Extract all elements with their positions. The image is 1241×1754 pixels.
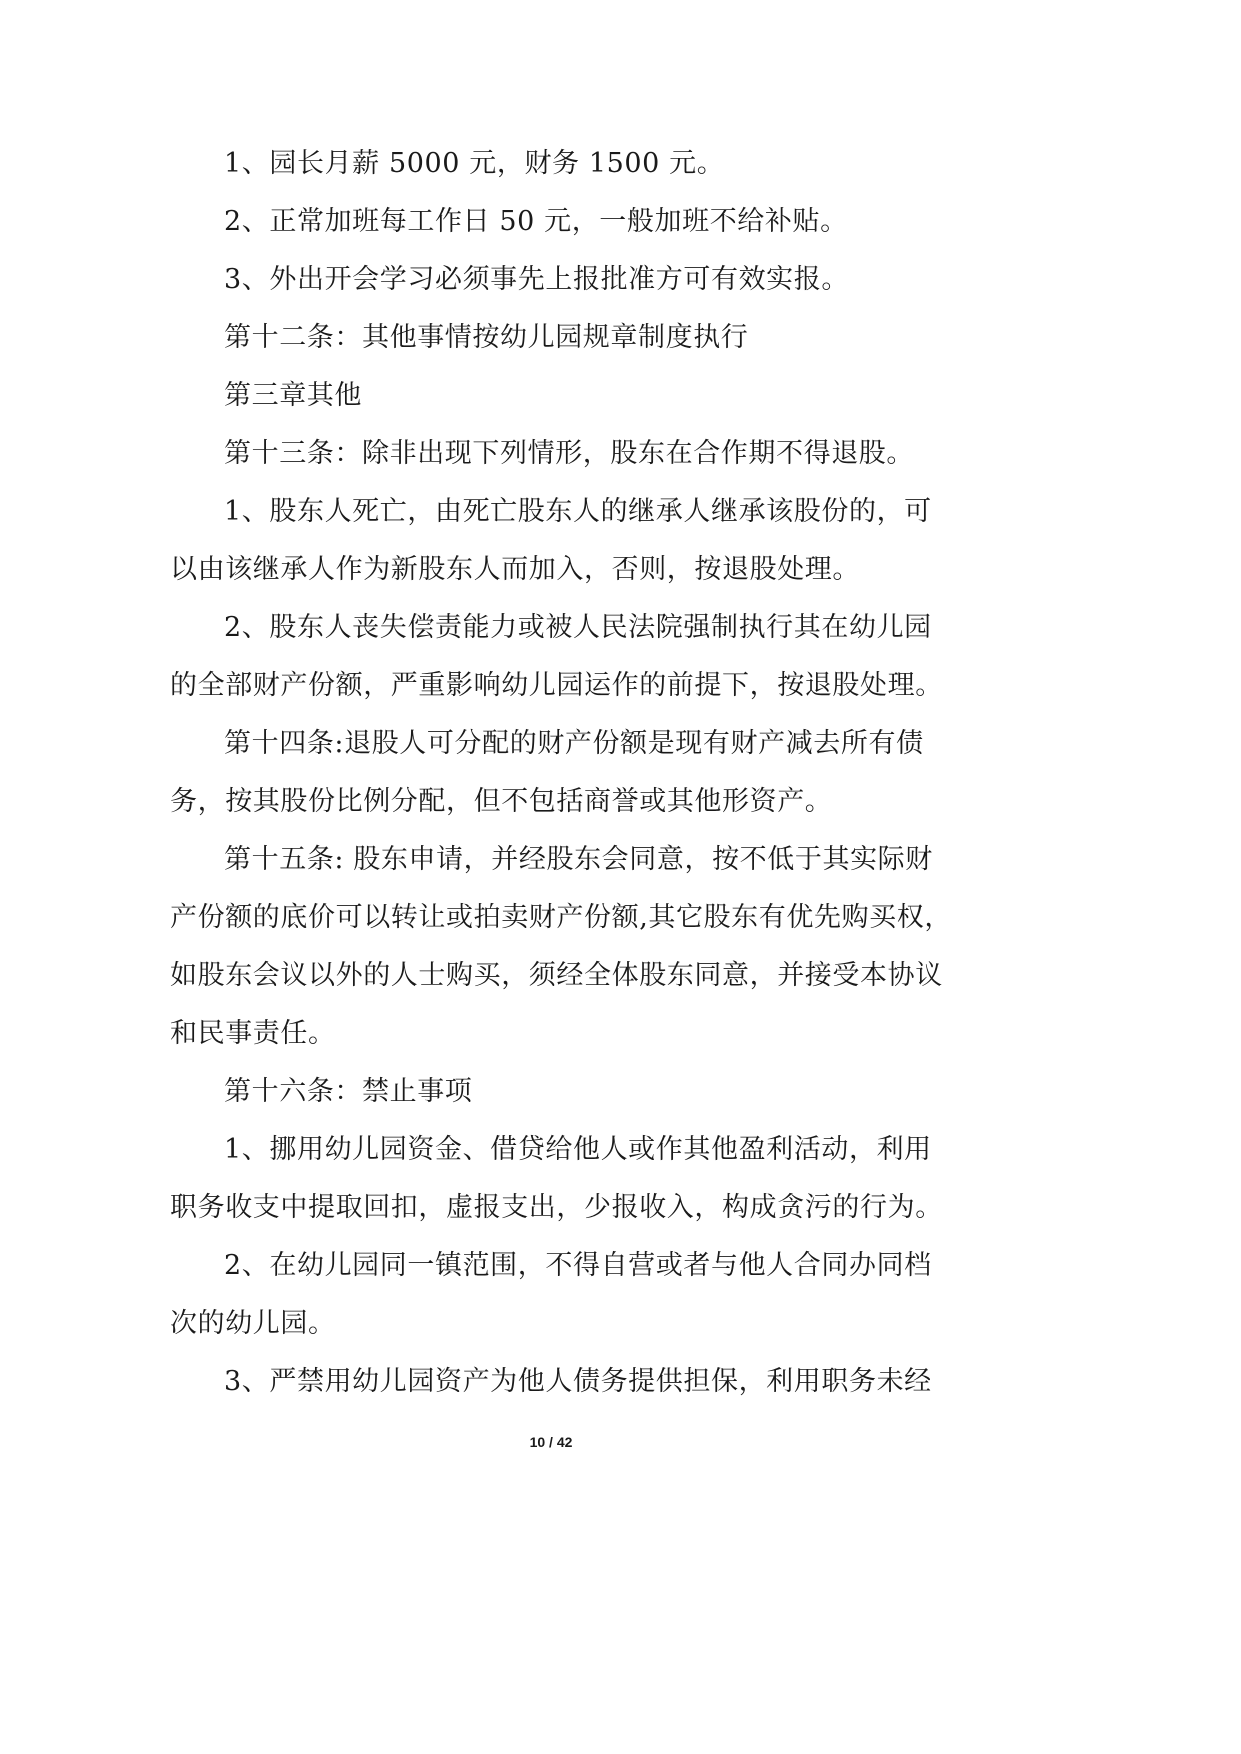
text-line: 第十五条: 股东申请，并经股东会同意，按不低于其实际财 bbox=[224, 844, 933, 875]
text-line: 以由该继承人作为新股东人而加入，否则，按退股处理。 bbox=[170, 554, 860, 585]
page-number: 10 / 42 bbox=[529, 1434, 573, 1450]
text-line: 1、园长月薪 5000 元，财务 1500 元。 bbox=[224, 148, 725, 179]
text-line: 2、股东人丧失偿责能力或被人民法院强制执行其在幼儿园 bbox=[224, 612, 932, 643]
text-line: 2、正常加班每工作日 50 元，一般加班不给补贴。 bbox=[224, 206, 848, 237]
text-line: 第十六条：禁止事项 bbox=[224, 1076, 473, 1107]
text-line: 3、严禁用幼儿园资产为他人债务提供担保，利用职务未经 bbox=[224, 1366, 932, 1397]
text-line: 第十三条：除非出现下列情形，股东在合作期不得退股。 bbox=[224, 438, 914, 469]
text-line: 产份额的底价可以转让或拍卖财产份额,其它股东有优先购买权， bbox=[170, 902, 952, 933]
text-line: 如股东会议以外的人士购买，须经全体股东同意，并接受本协议 bbox=[170, 960, 943, 991]
document-body bbox=[170, 135, 950, 1411]
text-line: 第十四条:退股人可分配的财产份额是现有财产减去所有债 bbox=[224, 728, 924, 759]
text-line: 1、挪用幼儿园资金、借贷给他人或作其他盈利活动，利用 bbox=[224, 1134, 932, 1165]
text-line: 务，按其股份比例分配，但不包括商誉或其他形资产。 bbox=[170, 786, 833, 817]
text-line: 次的幼儿园。 bbox=[170, 1308, 336, 1339]
text-line: 的全部财产份额，严重影响幼儿园运作的前提下，按退股处理。 bbox=[170, 670, 943, 701]
text-line: 3、外出开会学习必须事先上报批准方可有效实报。 bbox=[224, 264, 849, 295]
text-line: 职务收支中提取回扣，虚报支出，少报收入，构成贪污的行为。 bbox=[170, 1192, 943, 1223]
text-line: 1、股东人死亡，由死亡股东人的继承人继承该股份的，可 bbox=[224, 496, 932, 527]
text-line: 第十二条：其他事情按幼儿园规章制度执行 bbox=[224, 322, 749, 353]
text-line: 第三章其他 bbox=[224, 380, 362, 411]
text-line: 和民事责任。 bbox=[170, 1018, 336, 1049]
text-line: 2、在幼儿园同一镇范围，不得自营或者与他人合同办同档 bbox=[224, 1250, 932, 1281]
